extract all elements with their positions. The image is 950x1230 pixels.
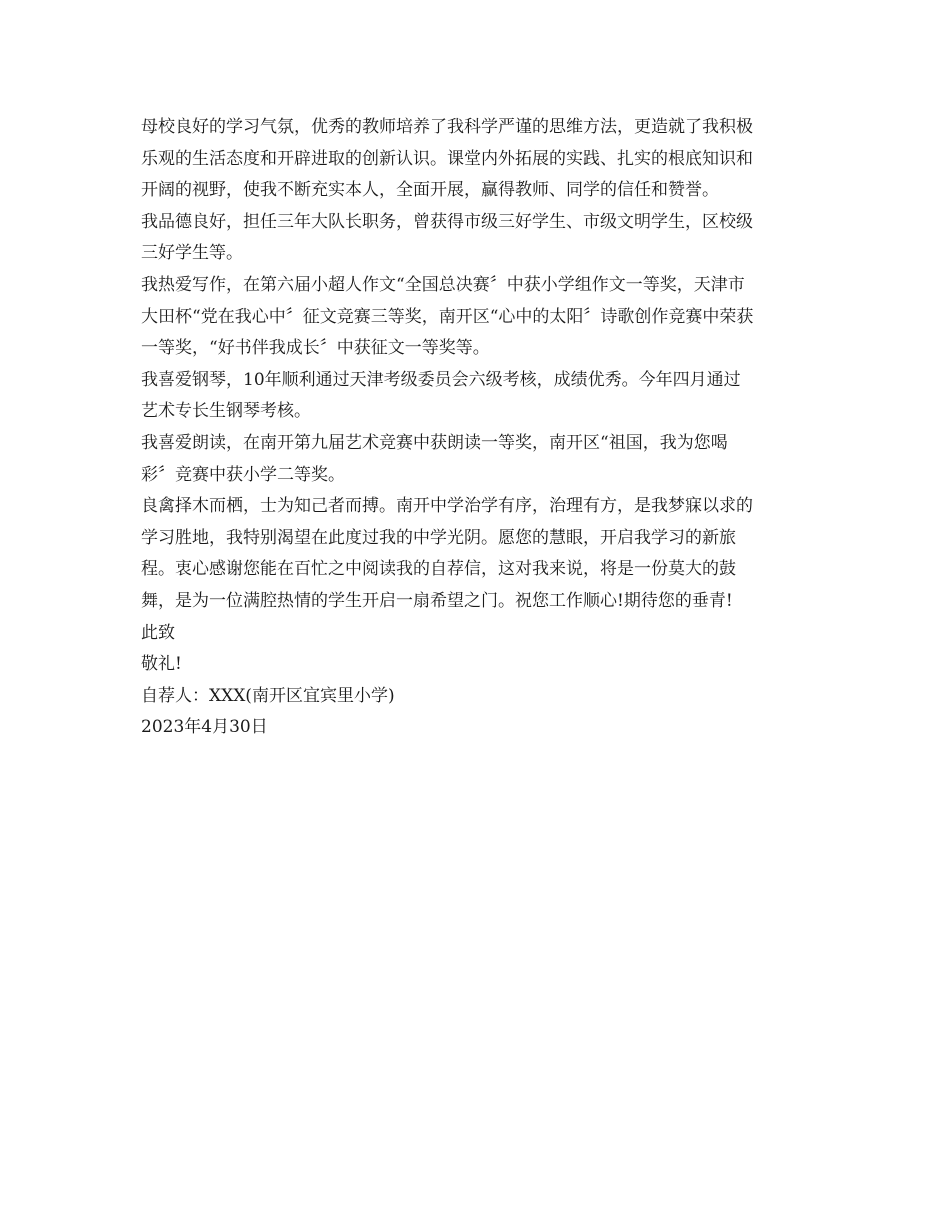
letter-body bbox=[141, 112, 821, 744]
text-line: 我热爱写作，在第六届小超人作文“全国总决赛〞中获小学组作文一等奖，天津市 bbox=[141, 274, 745, 295]
text-line: 学习胜地，我特别渴望在此度过我的中学光阴。愿您的慧眼，开启我学习的新旅 bbox=[141, 527, 736, 548]
text-line: 乐观的生活态度和开辟进取的创新认识。课堂内外拓展的实践、扎实的根底知识和 bbox=[141, 148, 753, 169]
closing-salutation: 此致 bbox=[141, 622, 175, 643]
text-line: 我喜爱钢琴，10年顺利通过天津考级委员会六级考核，成绩优秀。今年四月通过 bbox=[141, 369, 741, 390]
signature-line: 自荐人：XXX(南开区宜宾里小学) bbox=[141, 685, 395, 706]
text-line: 我喜爱朗读，在南开第九届艺术竞赛中获朗读一等奖，南开区“祖国，我为您喝 bbox=[141, 432, 728, 453]
text-line: 彩〞竞赛中获小学二等奖。 bbox=[141, 464, 345, 485]
closing-regards: 敬礼! bbox=[141, 654, 182, 675]
text-line: 一等奖，“好书伴我成长〞中获征文一等奖等。 bbox=[141, 338, 490, 359]
text-line: 母校良好的学习气氛，优秀的教师培养了我科学严谨的思维方法，更造就了我积极 bbox=[141, 117, 753, 137]
text-line: 开阔的视野，使我不断充实本人，全面开展，赢得教师、同学的信任和赞誉。 bbox=[141, 180, 719, 201]
text-line: 艺术专长生钢琴考核。 bbox=[141, 401, 311, 422]
text-line: 程。衷心感谢您能在百忙之中阅读我的自荐信，这对我来说，将是一份莫大的鼓 bbox=[141, 559, 736, 580]
text-line: 我品德良好，担任三年大队长职务，曾获得市级三好学生、市级文明学生，区校级 bbox=[141, 211, 753, 232]
text-line: 舞，是为一位满腔热情的学生开启一扇希望之门。祝您工作顺心!期待您的垂青! bbox=[141, 590, 733, 611]
date-line: 2023年4月30日 bbox=[141, 717, 268, 738]
text-line: 三好学生等。 bbox=[141, 243, 243, 264]
text-line: 良禽择木而栖，士为知己者而搏。南开中学治学有序，治理有方，是我梦寐以求的 bbox=[141, 496, 753, 517]
text-line: 大田杯“党在我心中〞征文竞赛三等奖，南开区“心中的太阳〞诗歌创作竞赛中荣获 bbox=[141, 306, 754, 327]
